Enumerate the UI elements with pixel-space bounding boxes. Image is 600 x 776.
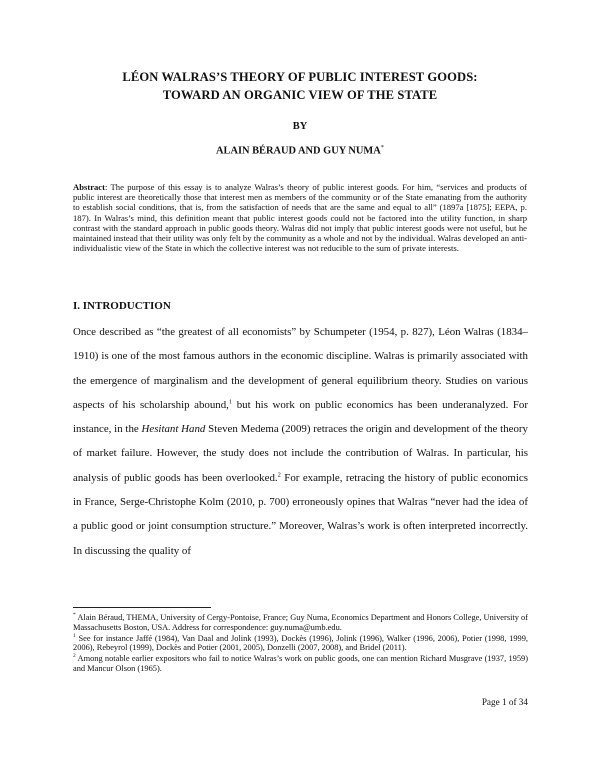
authors-text: ALAIN BÉRAUD AND GUY NUMA [216, 145, 381, 157]
paper-title [60, 68, 540, 104]
footnotes [73, 613, 528, 675]
author-footnote-mark: * [380, 144, 384, 151]
body-text-2: but his work on public economics has been underanalyzed. For instance, in the [73, 398, 528, 436]
footnote-2 [73, 654, 528, 673]
byline-label: BY [292, 121, 308, 132]
footnote-ref-1: 1 [228, 398, 233, 406]
author-names [60, 144, 540, 156]
footnote-text: Among notable earlier expositors who fail to notice Walras’s work on public goods, one can mention Richard Musgrave (1937, 1959) and Mancur Olson (1965). [73, 654, 528, 673]
body-text-1: Once described as “the greatest of all economists” by Schumpeter (1954, p. 827), Léon Walras (1834–1910) is one of the most famous authors in the economic discipline. Walras is primarily associated with the emergence of marginalism and the development of general equilibrium theory. Studies on various aspects of his scholarship abound, [73, 326, 528, 411]
footnote-mark: * [73, 612, 76, 619]
footnote-author [73, 613, 528, 632]
page-number: Page 1 of 34 [481, 697, 528, 707]
footnote-text: See for instance Jaffé (1984), Van Daal and Jolink (1993), Dockès (1996), Jolink (1996), Walker (1996, 2006), Potier (1998, 1999, 2006), Rebeyrol (1999), Dockès and Potier (2001, 2005), Donzelli (2007, 2008), and Bridel (2011). [73, 633, 528, 653]
title-line-2: TOWARD AN ORGANIC VIEW OF THE STATE [162, 88, 438, 102]
footnote-mark: 1 [73, 632, 76, 639]
abstract-label: Abstract [73, 182, 105, 192]
book-title-italic: Hesitant Hand [141, 423, 206, 436]
footnote-divider [73, 607, 211, 608]
footnote-text: Alain Béraud, THEMA, University of Cergy-Pontoise, France; Guy Numa, Economics Department and Honors College, University of Massachusetts Boston, USA. Address for correspondence: guy.numa@umb.edu. [73, 613, 528, 632]
section-heading: I. INTRODUCTION [73, 300, 171, 312]
body-paragraph [73, 320, 528, 563]
body-text-3: Steven Medema (2009) retraces the origin and development of the theory of market failure. However, the study does not include the contribution of Walras. In particular, his analysis of public goods has been overlooked. [73, 423, 528, 484]
abstract-text: : The purpose of this essay is to analyze Walras’s theory of public interest goods. For him, “services and products of public interest are theoretically those that interest men as members of the community or of the State emanating from the authority to establish social conditions, that is, from the satisfaction of needs that are the same and equal to all” (1897a [1875]; EEPA, p. 187). In Walras’s mind, this definition meant that public interest goods could not be factored into the utility function, in sharp contrast with the standard approach in public goods theory. Walras did not imply that public interest goods were not useful, but he maintained instead that their utility was only felt by the community as a whole and not by the individual. Walras developed an anti-individualistic view of the State in which the collective interest was not reducible to the sum of private interests. [73, 182, 527, 254]
title-line-1: LÉON WALRAS’S THEORY OF PUBLIC INTEREST GOODS: [122, 70, 478, 84]
footnote-1 [73, 634, 528, 653]
body-text-4: For example, retracing the history of public economics in France, Serge-Christophe Kolm (2010, p. 700) erroneously opines that Walras “never had the idea of a public good or joint consumption structure.” Moreover, Walras’s work is often interpreted incorrectly. In discussing the quality of [73, 471, 528, 557]
abstract [73, 182, 527, 253]
footnote-ref-2: 2 [277, 471, 281, 479]
footnote-mark: 2 [73, 653, 76, 660]
